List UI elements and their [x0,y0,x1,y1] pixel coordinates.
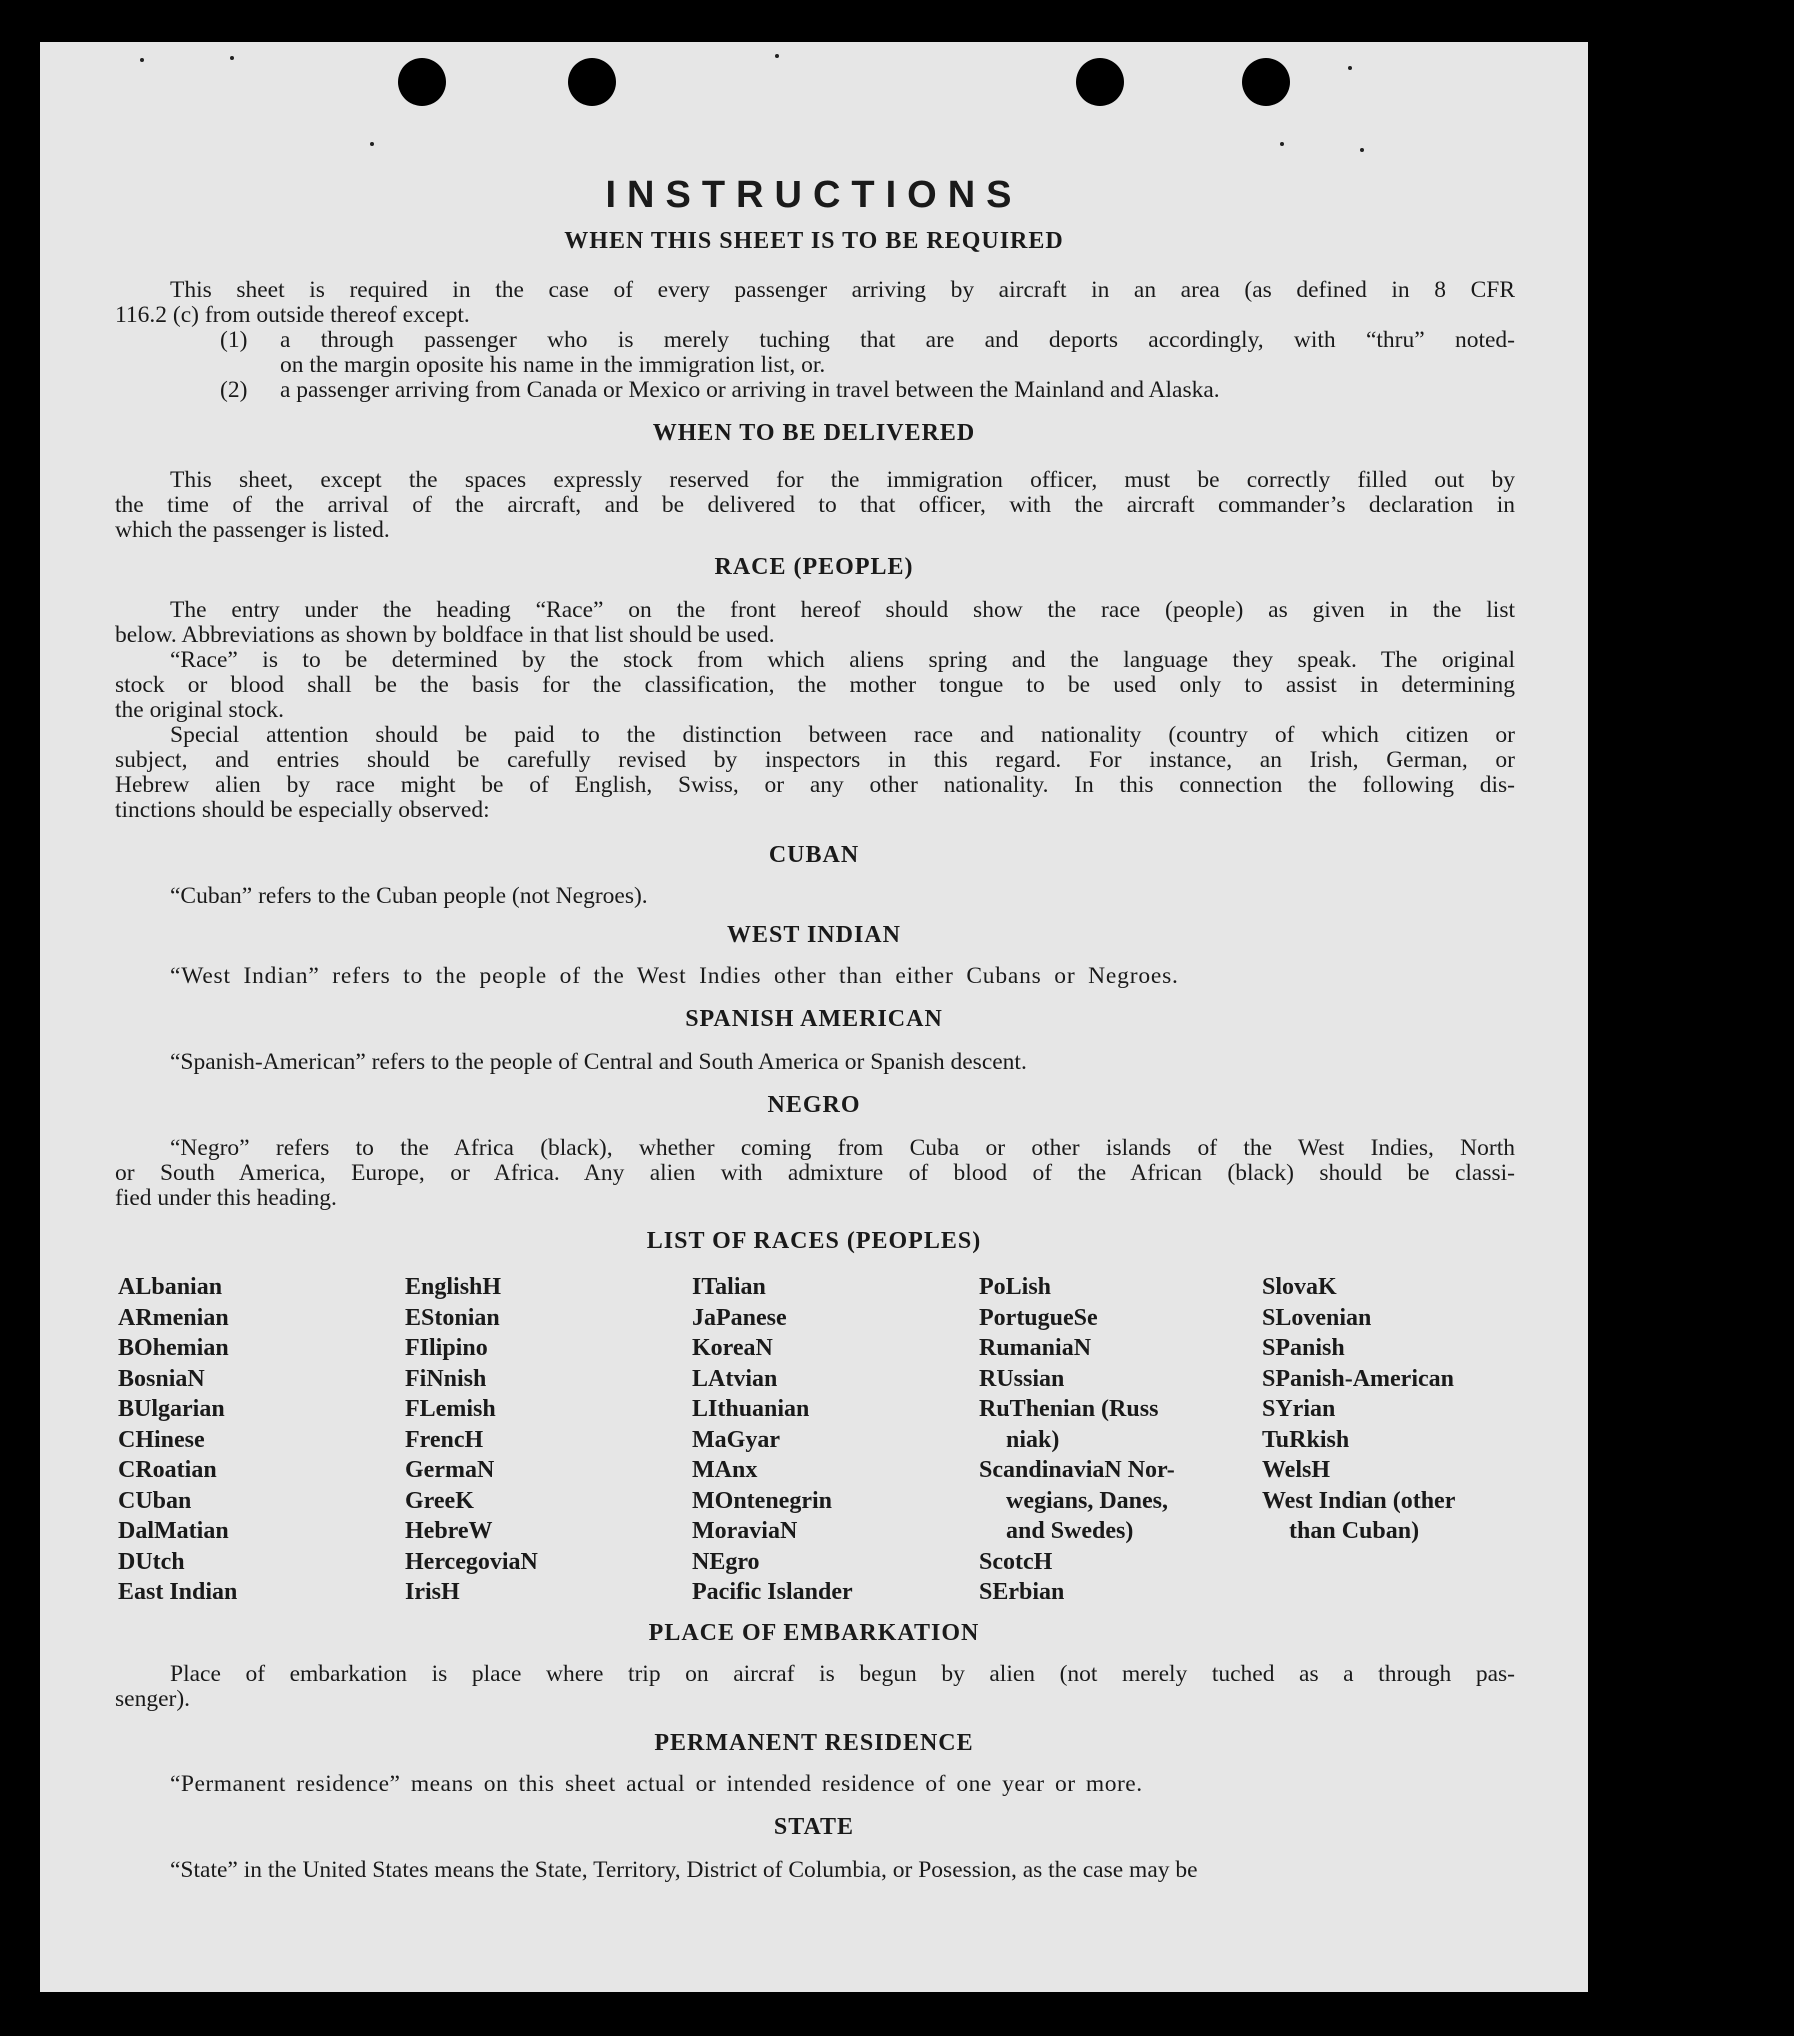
text-line: the original stock. [115,697,285,723]
race-item: CUban [118,1487,192,1514]
text-line: below. Abbreviations as shown by boldface in that list should be used. [115,622,775,648]
race-item: MaGyar [692,1426,780,1453]
punch-hole [398,58,446,106]
race-item: MOntenegrin [692,1487,832,1514]
delivered-text [115,468,1515,543]
race-item: DalMatian [118,1518,229,1544]
race-item: FLemish [405,1396,496,1422]
text-line: This sheet, except the spaces expressly reserved for the immigration officer, must be correctly filled out by [170,467,1515,493]
race-item: GreeK [405,1487,474,1514]
text-line: a passenger arriving from Canada or Mexico or arriving in travel between the Mainland and Alaska. [280,377,1220,403]
race-item: West Indian (other [1262,1487,1456,1514]
punch-hole [1242,58,1290,106]
section-heading-race: RACE (PEOPLE) [714,554,914,580]
text-line: Hebrew alien by race might be of English, Swiss, or any other nationality. In this connection the following dis- [115,772,1515,798]
text-line: “Cuban” refers to the Cuban people (not Negroes). [170,883,648,909]
text-line: stock or blood shall be the basis for the classification, the mother tongue to be used only to assist in determining [115,672,1515,698]
race-item: ScandinaviaN Nor- [979,1457,1175,1483]
text-line: “Permanent residence” means on this sheet actual or intended residence of one year or more. [170,1771,1143,1797]
race-item: FrencH [405,1426,484,1453]
text-line: “State” in the United States means the State, Territory, District of Columbia, or Posession, as the case may be [170,1857,1198,1883]
speck [370,142,374,146]
speck [1280,142,1284,146]
punch-hole [1076,58,1124,106]
race-item: LAtvian [692,1365,778,1392]
race-paragraph-2 [115,648,1515,723]
section-heading-embarkation: PLACE OF EMBARKATION [648,1620,980,1646]
text-line: 116.2 (c) from outside thereof except. [115,302,470,328]
text-line: fied under this heading. [115,1185,337,1211]
text-line: senger). [115,1686,191,1712]
race-paragraph-1 [115,598,1515,648]
race-item: MoraviaN [692,1518,798,1544]
spanish-american-text [115,1050,1515,1075]
race-item: BUlgarian [118,1396,225,1422]
race-item: SErbian [979,1579,1065,1605]
text-line: which the passenger is listed. [115,517,390,543]
race-paragraph-3 [115,723,1515,823]
text-line: Place of embarkation is place where trip on aircraf is begun by alien (not merely tuched as a through pas- [170,1661,1515,1687]
race-item: RuThenian (Russ [979,1396,1159,1422]
race-item: TuRkish [1262,1426,1350,1453]
item-number: (1) [220,327,248,353]
speck [1348,66,1352,70]
races-column-2 [405,1272,538,1608]
race-item: ITalian [692,1274,766,1300]
race-item: HebreW [405,1518,493,1544]
race-item: wegians, Danes, [1006,1487,1169,1514]
race-item: EStonian [405,1304,500,1331]
section-heading-west-indian: WEST INDIAN [727,922,901,948]
race-item: SPanish-American [1262,1365,1454,1392]
races-column-4 [979,1272,1175,1608]
races-column-1 [118,1272,237,1608]
race-item: FIlipino [405,1335,488,1361]
race-item: and Swedes) [1006,1518,1134,1544]
section-heading-state: STATE [773,1814,855,1840]
race-item: Pacific Islander [692,1579,853,1605]
section-heading-residence: PERMANENT RESIDENCE [654,1730,974,1756]
residence-text [115,1772,1515,1797]
race-item: ALbanian [118,1274,223,1300]
text-line: The entry under the heading “Race” on the front hereof should show the race (people) as given in the list [170,597,1515,623]
text-line: subject, and entries should be carefully revised by inspectors in this regard. For instance, an Irish, German, or [115,747,1515,773]
race-item: SLovenian [1262,1304,1372,1331]
race-item: EnglishH [405,1274,502,1300]
race-item: FiNnish [405,1365,487,1392]
race-item: ScotcH [979,1548,1053,1575]
punch-hole [568,58,616,106]
page-title: INSTRUCTIONS [605,174,1023,216]
race-item: PortugueSe [979,1304,1098,1331]
text-line: a through passenger who is merely tuching that are and deports accordingly, with “thru” noted- [280,327,1515,353]
section-heading-spanish-american: SPANISH AMERICAN [685,1006,943,1032]
race-item: BOhemian [118,1335,229,1361]
race-item: RumaniaN [979,1335,1092,1361]
race-item: GermaN [405,1457,495,1483]
race-item: IrisH [405,1579,460,1605]
speck [230,56,234,60]
race-item: SPanish [1262,1335,1345,1361]
race-item: NEgro [692,1548,760,1575]
speck [140,58,144,62]
race-item: East Indian [118,1579,238,1605]
speck [1360,148,1364,152]
race-item: PoLish [979,1274,1052,1300]
required-intro [115,278,1515,328]
text-line: Special attention should be paid to the distinction between race and nationality (country of which citizen or [170,722,1515,748]
text-line: on the margin oposite his name in the immigration list, or. [280,352,826,378]
race-item: WelsH [1262,1457,1331,1483]
race-item: than Cuban) [1289,1518,1420,1544]
race-item: SYrian [1262,1396,1336,1422]
text-line: or South America, Europe, or Africa. Any alien with admixture of blood of the African (black) should be classi- [115,1160,1515,1186]
race-item: SlovaK [1262,1274,1337,1300]
race-item: RUssian [979,1365,1065,1392]
race-item: HercegoviaN [405,1548,538,1575]
text-line: “Race” is to be determined by the stock from which aliens spring and the language they speak. The original [170,647,1515,673]
cuban-text [115,884,1515,909]
negro-text [115,1136,1515,1211]
race-item: KoreaN [692,1335,773,1361]
race-item: CRoatian [118,1457,217,1483]
document-page [40,42,1588,1992]
text-line: This sheet is required in the case of every passenger arriving by aircraft in an area (as defined in 8 CFR [170,277,1515,303]
text-line: tinctions should be especially observed: [115,797,490,823]
race-item: niak) [1006,1426,1060,1453]
section-heading-negro: NEGRO [767,1092,861,1118]
text-line: “Negro” refers to the Africa (black), whether coming from Cuba or other islands of the West Indies, North [170,1135,1515,1161]
west-indian-text [115,964,1515,989]
section-heading-races-list: LIST OF RACES (PEOPLES) [646,1228,982,1254]
race-item: BosniaN [118,1365,205,1392]
section-heading-cuban: CUBAN [768,842,860,868]
race-item: JaPanese [692,1304,787,1331]
races-column-3 [692,1272,853,1608]
race-item: LIthuanian [692,1396,810,1422]
embarkation-text [115,1662,1515,1712]
race-item: CHinese [118,1426,205,1453]
races-column-5 [1262,1272,1455,1547]
race-item: DUtch [118,1548,185,1575]
race-item: MAnx [692,1457,758,1483]
text-line: “Spanish-American” refers to the people of Central and South America or Spanish descent. [170,1049,1027,1075]
section-heading-required: WHEN THIS SHEET IS TO BE REQUIRED [564,228,1064,254]
state-text [115,1858,1515,1883]
text-line: “West Indian” refers to the people of the West Indies other than either Cubans or Negroes. [170,963,1179,989]
text-line: the time of the arrival of the aircraft, and be delivered to that officer, with the aircraft commander’s declaration in [115,492,1515,518]
speck [775,54,779,58]
item-number: (2) [220,377,248,403]
race-item: ARmenian [118,1304,229,1331]
section-heading-delivered: WHEN TO BE DELIVERED [652,420,976,446]
